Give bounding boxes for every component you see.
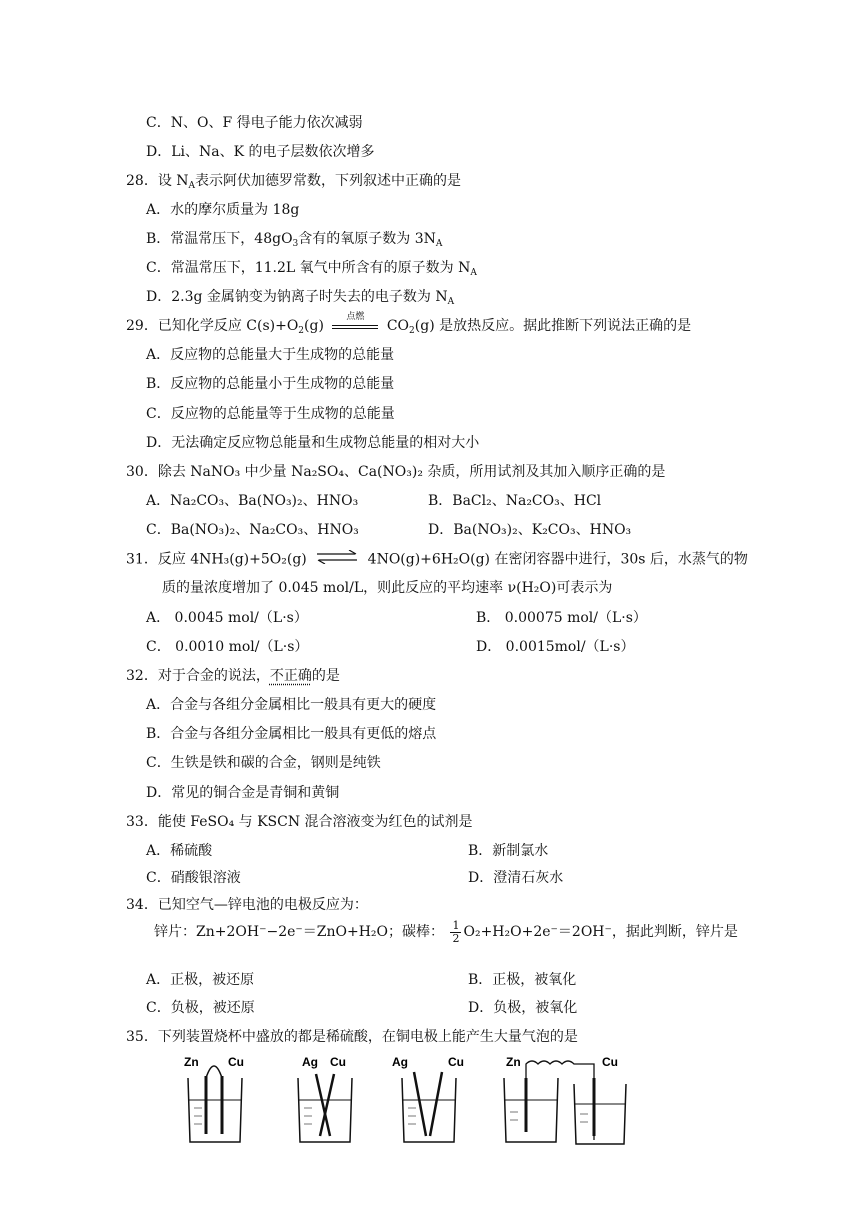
beaker-c <box>392 1055 464 1142</box>
reaction-arrow <box>332 312 378 335</box>
q31-stem: 31．反应 4NH₃(g)+5O₂(g) 4NO(g)+6H₂O(g) 在密闭容器中进行，30s 后，水蒸气的物 <box>126 551 748 568</box>
q32-option-b: B．合金与各组分金属相比一般具有更低的熔点 <box>146 726 437 742</box>
q29-option-d: D．无法确定反应物总能量和生成物总能量的相对大小 <box>146 435 480 451</box>
q27-option-d: D．Li、Na、K 的电子层数依次增多 <box>146 144 375 160</box>
q33-option-d: D．澄清石灰水 <box>468 870 564 886</box>
emphasis-text: 不正确 <box>269 668 312 684</box>
beaker-b-left-label: Ag <box>302 1055 318 1069</box>
q34-option-a: A．正极，被还原 <box>146 972 255 988</box>
beaker-c-right-label: Cu <box>448 1055 464 1069</box>
q28-option-c: C．常温常压下，11.2L 氧气中所含有的原子数为 $N_A$ <box>146 260 477 278</box>
fraction-one-half: $\frac{1}{2}$ <box>452 918 460 945</box>
q31-option-d: D． 0.0015mol/（L·s） <box>476 639 635 655</box>
beaker-a-right-label: Cu <box>228 1055 244 1069</box>
q30-stem: 30．除去 NaNO₃ 中少量 Na₂SO₄、Ca(NO₃)₂ 杂质，所用试剂及其加入顺序正确的是 <box>126 464 666 480</box>
beaker-b-right-label: Cu <box>330 1055 346 1069</box>
q34-option-c: C．负极，被还原 <box>146 1000 255 1016</box>
beaker-c-left-label: Ag <box>392 1055 408 1069</box>
q28-option-a: A．水的摩尔质量为 18g <box>146 202 300 218</box>
q30-option-b: B．BaCl₂、Na₂CO₃、HCl <box>428 493 602 509</box>
q31-stem-line2: 质的量浓度增加了 0.045 mol/L，则此反应的平均速率 ν(H₂O)可表示为 <box>162 580 613 596</box>
q30-option-c: C．Ba(NO₃)₂、Na₂CO₃、HNO₃ <box>146 522 359 538</box>
q33-option-c: C．硝酸银溶液 <box>146 870 241 886</box>
q28-stem: 28．设 $N_A$表示阿伏加德罗常数，下列叙述中正确的是 <box>126 173 462 191</box>
q34-option-d: D．负极，被氧化 <box>468 1000 578 1016</box>
q34-option-b: B．正极，被氧化 <box>468 972 577 988</box>
q31-option-b: B． 0.00075 mol/（L·s） <box>476 610 647 626</box>
q31-option-a: A． 0.0045 mol/（L·s） <box>146 610 308 626</box>
q28-option-b: B．常温常压下，$48gO_3$含有的氧原子数为 $3N_A$ <box>146 231 443 249</box>
q32-option-a: A．合金与各组分金属相比一般具有更大的硬度 <box>146 697 437 713</box>
q29-stem: 29．已知化学反应 $C(s)+O_2(g)$ 点燃 $CO_2(g)$ 是放热反应。据此推断下列说法正确的是 <box>126 317 691 340</box>
q34-stem: 34．已知空气—锌电池的电极反应为： <box>126 897 368 913</box>
beaker-b <box>298 1055 352 1142</box>
q32-option-d: D．常见的铜合金是青铜和黄铜 <box>146 785 340 801</box>
q33-option-b: B．新制氯水 <box>468 843 549 859</box>
q33-option-a: A．稀硫酸 <box>146 843 213 859</box>
electrochemistry-apparatus-figure <box>170 1050 640 1150</box>
q35-stem: 35．下列装置烧杯中盛放的都是稀硫酸，在铜电极上能产生大量气泡的是 <box>126 1029 578 1045</box>
condition-label: 点燃 <box>346 312 365 322</box>
q32-stem: 32．对于合金的说法，不正确的是 <box>126 668 340 684</box>
equilibrium-arrow-icon <box>315 550 359 569</box>
beaker-d-left-label: Zn <box>506 1055 521 1069</box>
q30-option-a: A．Na₂CO₃、Ba(NO₃)₂、HNO₃ <box>146 493 359 509</box>
q29-option-a: A．反应物的总能量大于生成物的总能量 <box>146 347 395 363</box>
q30-option-d: D．Ba(NO₃)₂、K₂CO₃、HNO₃ <box>428 522 632 538</box>
q29-option-c: C．反应物的总能量等于生成物的总能量 <box>146 406 395 422</box>
q31-option-c: C． 0.0010 mol/（L·s） <box>146 639 309 655</box>
beaker-d-right-label: Cu <box>602 1055 618 1069</box>
beaker-pair-d <box>504 1055 626 1144</box>
q32-option-c: C．生铁是铁和碳的合金，钢则是纯铁 <box>146 755 381 771</box>
q28-option-d: D．2.3g 金属钠变为钠离子时失去的电子数为 $N_A$ <box>146 289 455 307</box>
q33-stem: 33．能使 FeSO₄ 与 KSCN 混合溶液变为红色的试剂是 <box>126 814 473 830</box>
q27-option-c: C．N、O、F 得电子能力依次减弱 <box>146 115 363 131</box>
beaker-a-left-label: Zn <box>184 1055 199 1069</box>
beaker-a <box>184 1055 244 1142</box>
q29-option-b: B．反应物的总能量小于生成物的总能量 <box>146 376 395 392</box>
q34-electrode-reactions: 锌片：Zn+2OH⁻−2e⁻＝ZnO+H₂O；碳棒： $\frac{1}{2}$ O₂+H₂O+2e⁻＝2OH⁻，据此判断，锌片是 <box>154 918 738 945</box>
